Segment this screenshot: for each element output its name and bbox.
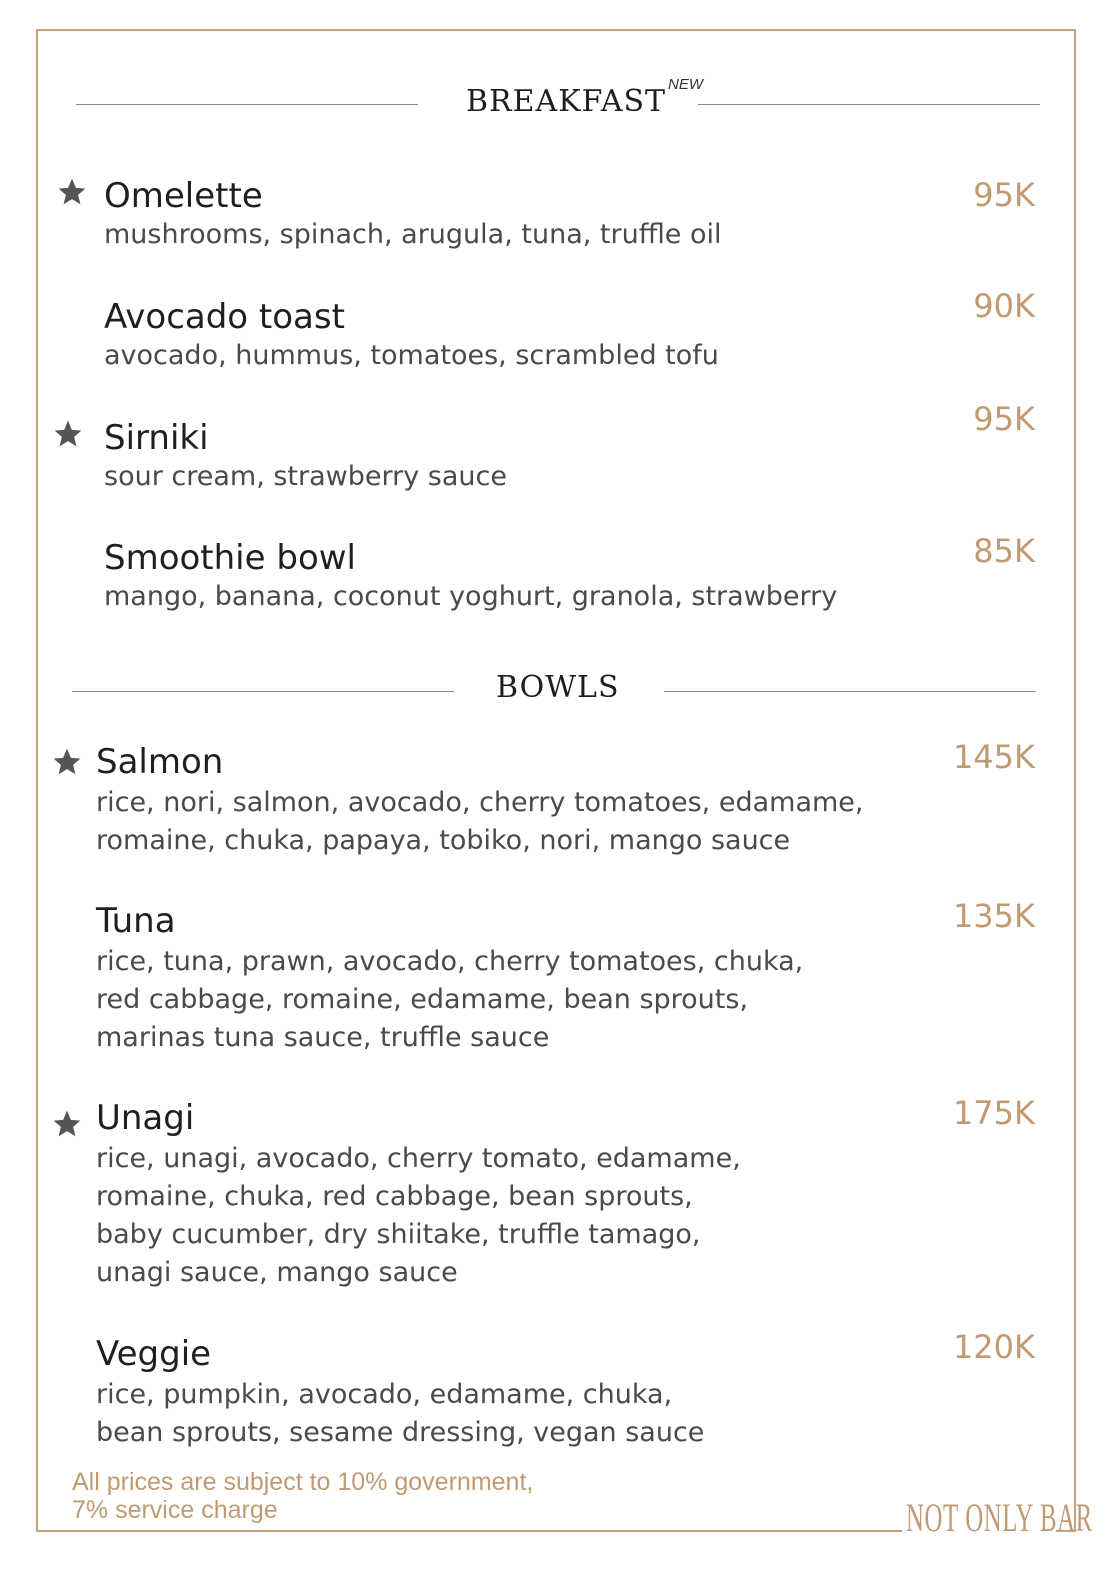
- item-price: 175K: [952, 1094, 1035, 1132]
- item-description: [104, 337, 719, 375]
- item-name: Tuna: [96, 901, 176, 941]
- item-price: 120K: [952, 1328, 1035, 1366]
- frame-bottom-border: [36, 1530, 902, 1532]
- item-description-line: bean sprouts, sesame dressing, vegan sauce: [96, 1417, 705, 1448]
- price-footnote: [72, 1468, 533, 1524]
- item-description-line: sour cream, strawberry sauce: [104, 461, 507, 492]
- item-description: [104, 578, 837, 616]
- footnote-line: 7% service charge: [72, 1496, 278, 1524]
- item-name: Avocado toast: [104, 297, 345, 337]
- item-price: 145K: [952, 738, 1035, 776]
- item-name: Veggie: [96, 1334, 212, 1374]
- item-description-line: red cabbage, romaine, edamame, bean sprouts,: [96, 984, 749, 1015]
- divider-left: [72, 691, 454, 692]
- item-description-line: baby cucumber, dry shiitake, truffle tamago,: [96, 1219, 701, 1250]
- item-description: [104, 216, 722, 254]
- item-description-line: romaine, chuka, papaya, tobiko, nori, mango sauce: [96, 825, 791, 856]
- item-description-line: rice, nori, salmon, avocado, cherry tomatoes, edamame,: [96, 787, 864, 818]
- item-name: Salmon: [96, 742, 224, 782]
- new-badge: NEW: [668, 76, 703, 93]
- item-description-line: romaine, chuka, red cabbage, bean sprouts,: [96, 1181, 693, 1212]
- item-price: 95K: [973, 400, 1035, 438]
- item-description: [104, 458, 507, 496]
- footnote-line: All prices are subject to 10% government,: [72, 1468, 534, 1496]
- item-price: 135K: [952, 897, 1035, 935]
- divider-right: [664, 691, 1036, 692]
- item-name: Smoothie bowl: [104, 538, 356, 578]
- item-price: 95K: [973, 176, 1035, 214]
- star-icon: [52, 418, 84, 450]
- item-price: 90K: [973, 287, 1035, 325]
- divider-right: [698, 104, 1040, 105]
- item-description-line: mango, banana, coconut yoghurt, granola, strawberry: [104, 581, 838, 612]
- item-description-line: rice, unagi, avocado, cherry tomato, edamame,: [96, 1143, 741, 1174]
- item-name: Sirniki: [104, 418, 209, 458]
- item-description-line: rice, pumpkin, avocado, edamame, chuka,: [96, 1379, 673, 1410]
- item-description: [96, 784, 863, 860]
- section-title: BREAKFAST: [466, 84, 667, 119]
- star-icon: [51, 746, 83, 778]
- divider-left: [76, 104, 418, 105]
- item-description: [96, 1140, 741, 1292]
- item-name: Omelette: [104, 176, 263, 216]
- item-price: 85K: [973, 532, 1035, 570]
- item-name: Unagi: [96, 1098, 195, 1138]
- item-description-line: mushrooms, spinach, arugula, tuna, truffle oil: [104, 219, 722, 250]
- brand-logo: NOT ONLY BAR: [906, 1495, 1093, 1540]
- item-description-line: rice, tuna, prawn, avocado, cherry tomatoes, chuka,: [96, 946, 804, 977]
- section-header-bowls: [0, 670, 1113, 710]
- item-description: [96, 943, 803, 1057]
- item-description: [96, 1376, 704, 1452]
- item-description-line: avocado, hummus, tomatoes, scrambled tofu: [104, 340, 719, 371]
- item-description-line: unagi sauce, mango sauce: [96, 1257, 458, 1288]
- section-header-breakfast: [0, 76, 1113, 124]
- item-description-line: marinas tuna sauce, truffle sauce: [96, 1022, 550, 1053]
- star-icon: [51, 1108, 83, 1140]
- star-icon: [56, 176, 88, 208]
- section-title: BOWLS: [496, 670, 620, 705]
